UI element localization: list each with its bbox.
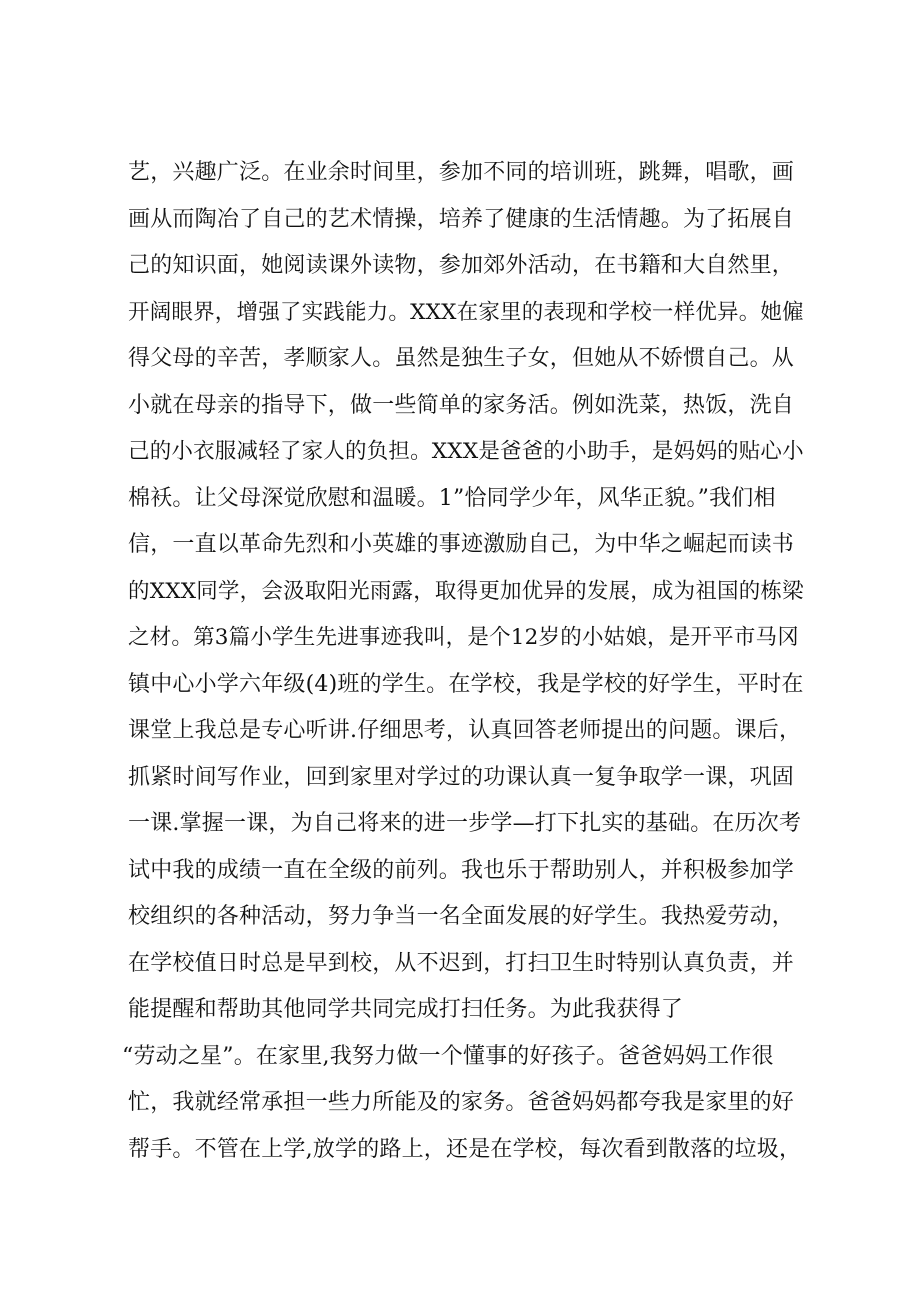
text-line-4: 开阔眼界，增强了实践能力。XXX在家里的表现和学校一样优异。她僱 (128, 299, 804, 325)
text-line-15: 一课.掌握一课，为自己将来的进一步学—打下扎实的基础。在历次考 (128, 811, 802, 836)
text-line-14: 抓紧时间写作业，回到家里对学过的功课认真一复争取学一课，巩固 (128, 764, 795, 790)
text-line-22: 帮手。不管在上学,放学的路上，还是在学校，每次看到散落的垃圾， (128, 1136, 802, 1162)
text-line-19: 能提醒和帮助其他同学共同完成打扫任务。为此我获得了 (128, 997, 684, 1022)
text-line-12: 镇中心小学六年级(4)班的学生。在学校，我是学校的好学生，平时在 (128, 671, 804, 697)
text-line-1: 艺，兴趣广泛。在业余时间里，参加不同的培训班，跳舞，唱歌，画 (128, 160, 795, 185)
body-text (122, 150, 804, 1173)
text-line-21: 忙，我就经常承担一些力所能及的家务。爸爸妈妈都夸我是家里的好 (128, 1090, 795, 1115)
text-line-3: 己的知识面，她阅读课外读物，参加郊外活动，在书籍和大自然里， (128, 253, 795, 278)
text-line-9: 信，一直以革命先烈和小英雄的事迹激励自己，为中华之崛起而读书 (128, 532, 795, 557)
text-line-7: 己的小衣服减轻了家人的负担。XXX是爸爸的小助手，是妈妈的贴心小 (128, 439, 804, 464)
text-line-5: 得父母的辛苦，孝顺家人。虽然是独生子女，但她从不娇惯自己。从 (128, 346, 795, 371)
text-line-20: “劳动之星”。在家里,我努力做一个懂事的好孩子。爸爸妈妈工作很 (122, 1043, 774, 1069)
text-line-18: 在学校值日时总是早到校，从不迟到，打扫卫生时特别认真负责，并 (128, 950, 795, 976)
text-line-8: 棉袄。让父母深觉欣慰和温暖。1”恰同学少年，风华正貌。”我们相 (128, 485, 776, 511)
text-line-17: 校组织的各种活动，努力争当一名全面发展的好学生。我热爱劳动， (128, 904, 795, 929)
text-line-13: 课堂上我总是专心听讲.仔细思考，认真回答老师提出的问题。课后， (128, 718, 802, 743)
text-line-10: 的XXX同学，会汲取阳光雨露，取得更加优异的发展，成为祖国的栋梁 (128, 578, 804, 604)
text-line-6: 小就在母亲的指导下，做一些简单的家务活。例如洗菜，热饭，洗自 (128, 392, 795, 418)
text-line-2: 画从而陶冶了自己的艺术情操，培养了健康的生活情趣。为了拓展自 (128, 206, 795, 232)
text-line-16: 试中我的成绩一直在全级的前列。我也乐于帮助别人，并积极参加学 (128, 857, 795, 883)
text-line-11: 之材。第3篇小学生先进事迹我叫，是个12岁的小姑娘，是开平市马冈 (128, 625, 799, 650)
